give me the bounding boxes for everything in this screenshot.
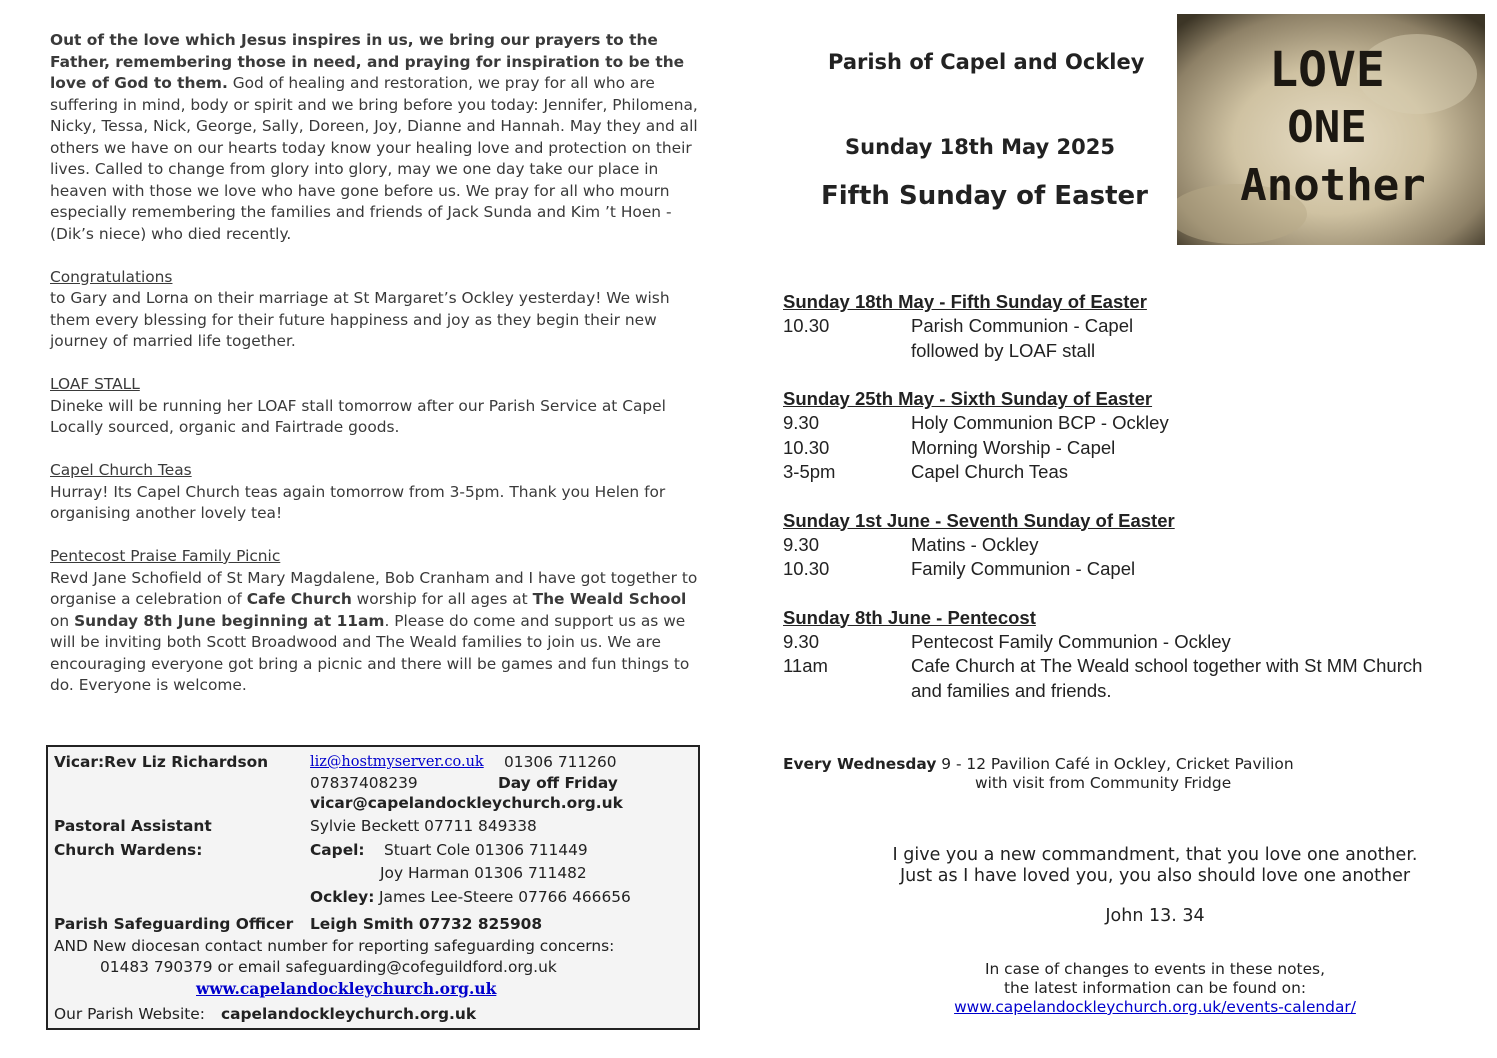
prayer-intro: Out of the love which Jesus inspires in us, we bring our prayers to the Father, remembering those in need, and praying for inspiration to be the love of God to them. bbox=[50, 31, 685, 92]
picnic-heading: Pentecost Praise Family Picnic bbox=[50, 547, 281, 565]
service-desc: Parish Communion - Capel bbox=[911, 315, 1134, 336]
picnic-weald-school: The Weald School bbox=[532, 590, 687, 608]
picnic-text-3: on bbox=[50, 611, 75, 630]
safeguarding-value: Leigh Smith 07732 825908 bbox=[310, 915, 543, 933]
service-desc: Cafe Church at The Weald school together with St MM Church bbox=[911, 655, 1423, 676]
wednesday-line-2: with visit from Community Fridge bbox=[975, 774, 1232, 792]
diocesan-line-2: 01483 790379 or email safeguarding@cofeguildford.org.uk bbox=[100, 958, 557, 976]
wardens-label: Church Wardens: bbox=[54, 841, 203, 859]
changes-line-2: the latest information can be found on: bbox=[1003, 979, 1307, 997]
service-desc: Matins - Ockley bbox=[911, 533, 1039, 555]
pastoral-value: Sylvie Beckett 07711 849338 bbox=[310, 817, 537, 835]
service-time bbox=[783, 339, 911, 364]
wednesday-text: 9 - 12 Pavilion Café in Ockley, Cricket Pavilion bbox=[936, 755, 1294, 773]
loaf-notice bbox=[50, 374, 710, 439]
wednesday-label: Every Wednesday bbox=[783, 755, 937, 773]
service-row bbox=[783, 557, 1483, 582]
service-row bbox=[783, 339, 1483, 364]
service-heading: Sunday 25th May - Sixth Sunday of Easter bbox=[783, 388, 1153, 409]
vicar-phone: 01306 711260 bbox=[504, 753, 617, 771]
diocesan-line-1: AND New diocesan contact number for reporting safeguarding concerns: bbox=[54, 937, 615, 955]
notices-column bbox=[50, 30, 710, 718]
vicar-email-2: vicar@capelandockleychurch.org.uk bbox=[310, 794, 623, 812]
service-time: 9.30 bbox=[783, 412, 820, 433]
service-block bbox=[783, 606, 1483, 704]
service-time bbox=[783, 679, 911, 704]
service-heading: Sunday 1st June - Seventh Sunday of Easter bbox=[783, 509, 1175, 531]
service-row bbox=[783, 411, 1483, 436]
congratulations-text: to Gary and Lorna on their marriage at St Margaret’s Ockley yesterday! We wish them every blessing for their future happiness and joy as they begin their new journey of married life together. bbox=[50, 289, 670, 350]
picnic-text-1: Revd Jane Schofield of St Mary Magdalene, Bob Cranham and I have got together to organise a celebration of bbox=[50, 568, 698, 608]
capel-label: Capel: bbox=[310, 841, 365, 859]
ockley-warden: James Lee-Steere 07766 466656 bbox=[379, 888, 631, 906]
service-row bbox=[783, 533, 1483, 558]
parish-title: Parish of Capel and Ockley bbox=[828, 50, 1145, 74]
service-desc: Morning Worship - Capel bbox=[911, 436, 1116, 458]
congratulations-heading: Congratulations bbox=[50, 267, 173, 286]
teas-text: Hurray! Its Capel Church teas again tomorrow from 3-5pm. Thank you Helen for organising another lovely tea! bbox=[50, 482, 666, 522]
service-row bbox=[783, 460, 1483, 485]
teas-heading: Capel Church Teas bbox=[50, 461, 192, 479]
service-row bbox=[783, 314, 1483, 339]
service-block bbox=[783, 290, 1483, 363]
love-one-another-image bbox=[1177, 14, 1485, 245]
website-value: capelandockleychurch.org.uk bbox=[221, 1005, 477, 1023]
picnic-date: Sunday 8th June beginning at 11am bbox=[74, 611, 385, 630]
prayer-text: God of healing and restoration, we pray for all who are suffering in mind, body or spirit and we bring before you today: Jennifer, Philomena, Nicky, Tessa, Nick, George, Sally, Doreen, Joy, Dianne and Hannah. May they and all others we have on our hearts today know your healing love and protection on their lives. Called to change from glory into glory, may we one day take our place in heaven with those we love who have gone before us. We pray for all who mourn especially remembering the families and friends of Jack Sunda and Kim ’t Hoen - (Dik’s niece) who died recently. bbox=[50, 74, 698, 243]
service-time: 3-5pm bbox=[783, 461, 836, 482]
changes-line-1: In case of changes to events in these notes, bbox=[985, 960, 1325, 978]
service-time: 10.30 bbox=[783, 436, 830, 458]
image-text-love: LOVE bbox=[1269, 42, 1385, 98]
service-desc: Pentecost Family Communion - Ockley bbox=[911, 630, 1231, 652]
day-off: Day off Friday bbox=[498, 774, 618, 792]
events-calendar-link[interactable]: www.capelandockleychurch.org.uk/events-calendar/ bbox=[954, 998, 1356, 1016]
teas-notice bbox=[50, 460, 710, 525]
website-label: Our Parish Website: bbox=[54, 1005, 205, 1023]
service-heading: Sunday 18th May - Fifth Sunday of Easter bbox=[783, 291, 1147, 312]
vicar-email-link[interactable]: liz@hostmyserver.co.uk bbox=[310, 754, 484, 770]
ockley-label: Ockley: bbox=[310, 888, 375, 906]
pastoral-label: Pastoral Assistant bbox=[54, 817, 212, 835]
image-text-another: Another bbox=[1240, 160, 1426, 211]
verse-line-1: I give you a new commandment, that you love one another. bbox=[892, 845, 1418, 865]
service-block bbox=[783, 509, 1483, 582]
service-row bbox=[783, 654, 1483, 679]
service-desc: and families and friends. bbox=[911, 679, 1112, 701]
contact-box bbox=[46, 745, 700, 1030]
service-time: 9.30 bbox=[783, 533, 820, 555]
website-link[interactable]: www.capelandockleychurch.org.uk bbox=[196, 979, 497, 998]
scripture-verse bbox=[860, 845, 1450, 927]
services-list bbox=[783, 290, 1483, 727]
service-row bbox=[783, 436, 1483, 461]
picnic-text-4: . Please do come and support us as we will be inviting both Scott Broadwood and The Weald families to join us. We are encouraging everyone got bring a picnic and there will be games and fun things to do. Everyone is welcome. bbox=[50, 611, 690, 694]
service-heading: Sunday 8th June - Pentecost bbox=[783, 606, 1036, 628]
capel-warden-2: Joy Harman 01306 711482 bbox=[380, 864, 587, 882]
changes-notice bbox=[860, 960, 1450, 1017]
picnic-cafe-church: Cafe Church bbox=[246, 590, 352, 608]
service-time: 9.30 bbox=[783, 630, 820, 652]
service-desc: Family Communion - Capel bbox=[911, 558, 1136, 579]
capel-warden-1: Stuart Cole 01306 711449 bbox=[384, 841, 588, 859]
service-row bbox=[783, 679, 1483, 704]
service-desc: Holy Communion BCP - Ockley bbox=[911, 412, 1169, 433]
service-date: Sunday 18th May 2025 bbox=[845, 135, 1115, 159]
wednesday-line-1 bbox=[783, 755, 1294, 774]
verse-reference: John 13. 34 bbox=[1105, 906, 1205, 926]
vicar-mobile: 07837408239 bbox=[310, 774, 418, 792]
service-row bbox=[783, 630, 1483, 655]
prayer-paragraph bbox=[50, 30, 710, 245]
service-time: 11am bbox=[783, 655, 828, 676]
picnic-notice bbox=[50, 546, 710, 697]
vicar-label: Vicar:Rev Liz Richardson bbox=[54, 753, 269, 771]
service-time: 10.30 bbox=[783, 315, 830, 336]
image-text-one: ONE bbox=[1287, 102, 1367, 153]
service-desc: Capel Church Teas bbox=[911, 461, 1068, 482]
loaf-text: Dineke will be running her LOAF stall tomorrow after our Parish Service at Capel Locally sourced, organic and Fairtrade goods. bbox=[50, 396, 666, 436]
loaf-heading: LOAF STALL bbox=[50, 375, 140, 393]
wednesday-notice bbox=[783, 755, 1294, 793]
service-time: 10.30 bbox=[783, 558, 830, 579]
verse-line-2: Just as I have loved you, you also should love one another bbox=[899, 866, 1411, 886]
picnic-text-2: worship for all ages at bbox=[351, 590, 533, 608]
safeguarding-label: Parish Safeguarding Officer bbox=[54, 915, 294, 933]
congratulations-notice bbox=[50, 267, 710, 353]
occasion-title: Fifth Sunday of Easter bbox=[821, 181, 1148, 211]
service-block bbox=[783, 387, 1483, 485]
service-desc: followed by LOAF stall bbox=[911, 339, 1096, 361]
